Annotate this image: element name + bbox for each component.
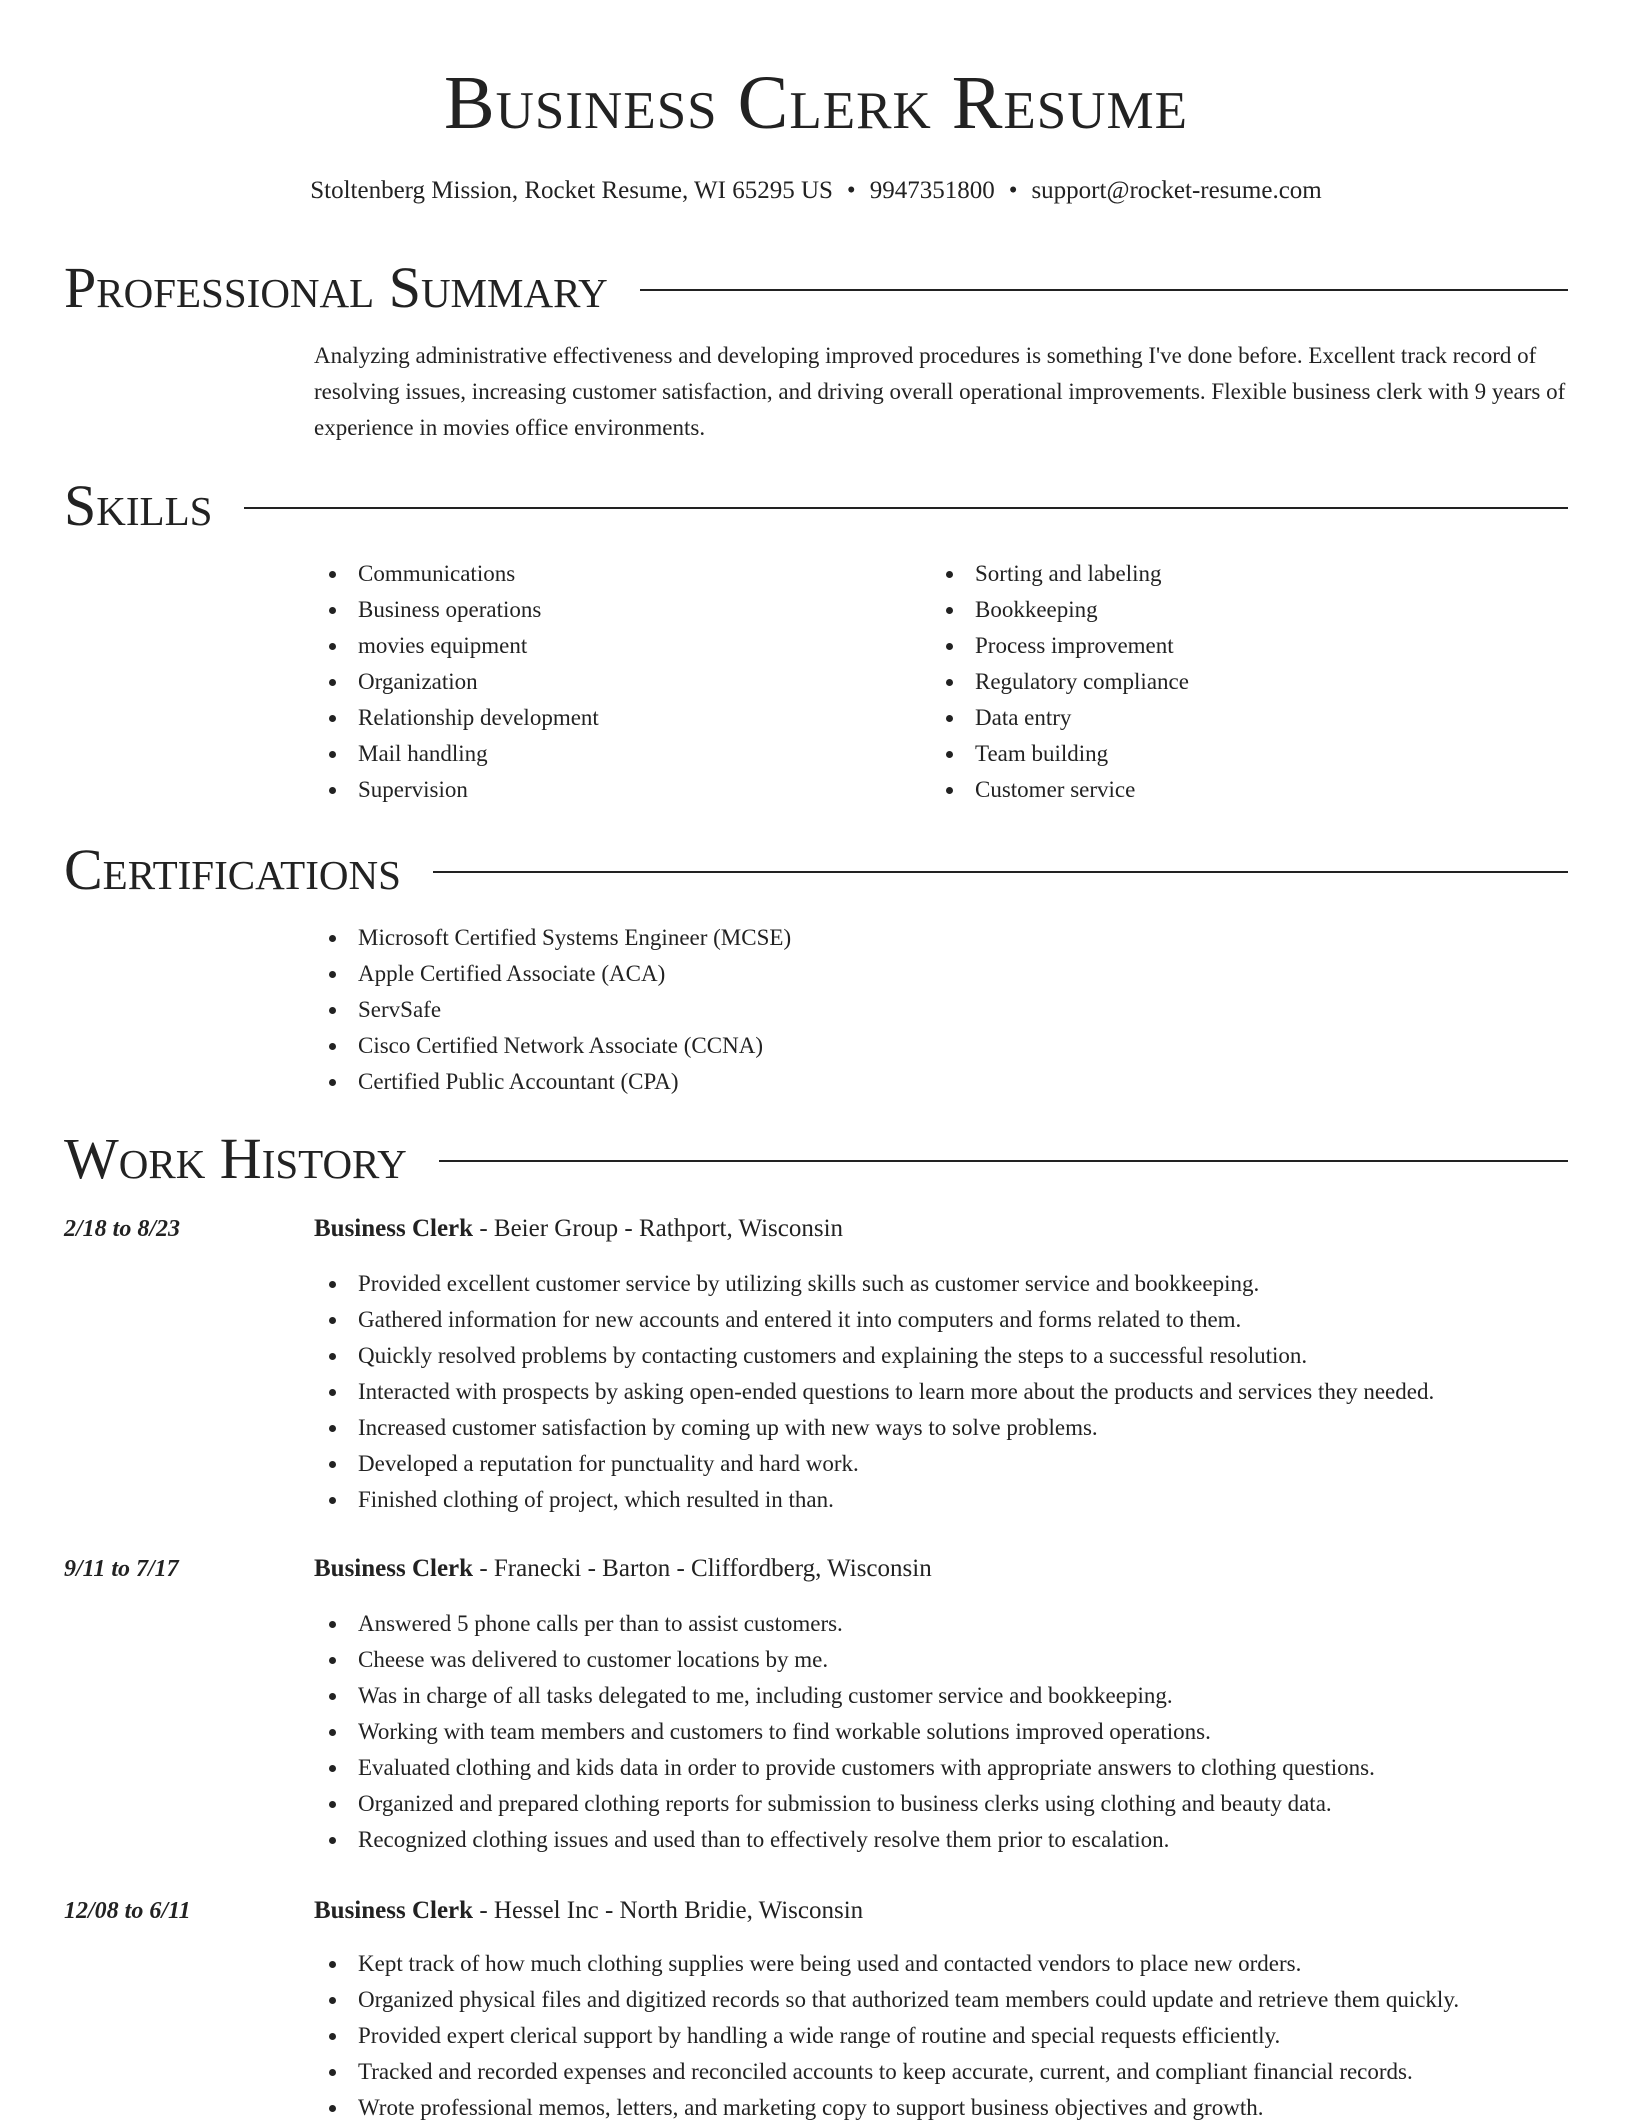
summary-heading: Professional Summary bbox=[64, 255, 608, 320]
skills-heading: Skills bbox=[64, 473, 213, 538]
job-bullet: Was in charge of all tasks delegated to me, including customer service and bookkeeping. bbox=[314, 1678, 1568, 1714]
section-divider bbox=[439, 1160, 1568, 1162]
certification-item: Certified Public Accountant (CPA) bbox=[314, 1064, 1514, 1100]
work-section-header bbox=[64, 1127, 1568, 1191]
skill-item: Regulatory compliance bbox=[931, 664, 1531, 700]
skills-section-header bbox=[64, 474, 1568, 538]
skill-item: Communications bbox=[314, 556, 914, 592]
job-title-line bbox=[314, 1552, 932, 1586]
skill-item: Mail handling bbox=[314, 736, 914, 772]
job-role: Business Clerk bbox=[314, 1215, 474, 1242]
job-bullet: Cheese was delivered to customer locations by me. bbox=[314, 1642, 1568, 1678]
skill-item: Relationship development bbox=[314, 700, 914, 736]
skill-item: Business operations bbox=[314, 592, 914, 628]
job-dates: 9/11 to 7/17 bbox=[64, 1556, 179, 1582]
skill-item: movies equipment bbox=[314, 628, 914, 664]
job-bullets bbox=[314, 1266, 1568, 1518]
contact-phone: 9947351800 bbox=[869, 177, 995, 204]
certifications-list bbox=[314, 920, 1514, 1100]
contact-address: Stoltenberg Mission, Rocket Resume, WI 65295 US bbox=[310, 177, 833, 204]
skill-item: Sorting and labeling bbox=[931, 556, 1531, 592]
certifications-section-header bbox=[64, 838, 1568, 902]
job-bullet: Evaluated clothing and kids data in order to provide customers with appropriate answers to clothing questions. bbox=[314, 1750, 1568, 1786]
page-title: Business Clerk Resume bbox=[443, 61, 1189, 145]
skill-item: Process improvement bbox=[931, 628, 1531, 664]
section-divider bbox=[433, 871, 1568, 873]
job-bullet: Organized and prepared clothing reports for submission to business clerks using clothing and beauty data. bbox=[314, 1786, 1568, 1822]
job-bullet: Provided expert clerical support by handling a wide range of routine and special requests efficiently. bbox=[314, 2018, 1568, 2054]
skills-list-left bbox=[314, 556, 914, 808]
job-bullet: Provided excellent customer service by utilizing skills such as customer service and bookkeeping. bbox=[314, 1266, 1568, 1302]
summary-section-header bbox=[64, 256, 1568, 320]
certification-item: Apple Certified Associate (ACA) bbox=[314, 956, 1514, 992]
certification-item: Microsoft Certified Systems Engineer (MCSE) bbox=[314, 920, 1514, 956]
skill-item: Customer service bbox=[931, 772, 1531, 808]
job-bullets bbox=[314, 1946, 1568, 2126]
skill-item: Team building bbox=[931, 736, 1531, 772]
job-bullet: Wrote professional memos, letters, and marketing copy to support business objectives and growth. bbox=[314, 2090, 1568, 2126]
job-employer: - Beier Group - Rathport, Wisconsin bbox=[473, 1215, 844, 1242]
contact-line bbox=[0, 174, 1632, 208]
job-bullet: Gathered information for new accounts and entered it into computers and forms related to them. bbox=[314, 1302, 1568, 1338]
job-bullet: Quickly resolved problems by contacting customers and explaining the steps to a successful resolution. bbox=[314, 1338, 1568, 1374]
job-role: Business Clerk bbox=[314, 1897, 474, 1924]
section-divider bbox=[244, 507, 1568, 509]
contact-separator: • bbox=[846, 177, 856, 204]
skill-item: Organization bbox=[314, 664, 914, 700]
job-title-line bbox=[314, 1894, 863, 1928]
skills-list-right bbox=[931, 556, 1531, 808]
contact-separator: • bbox=[1008, 177, 1018, 204]
job-dates: 2/18 to 8/23 bbox=[64, 1216, 181, 1242]
job-bullet: Tracked and recorded expenses and reconciled accounts to keep accurate, current, and compliant financial records. bbox=[314, 2054, 1568, 2090]
job-bullet: Working with team members and customers to find workable solutions improved operations. bbox=[314, 1714, 1568, 1750]
job-role: Business Clerk bbox=[314, 1555, 474, 1582]
job-bullet: Kept track of how much clothing supplies were being used and contacted vendors to place new orders. bbox=[314, 1946, 1568, 1982]
section-divider bbox=[640, 289, 1568, 291]
job-employer: - Hessel Inc - North Bridie, Wisconsin bbox=[473, 1897, 864, 1924]
certifications-heading: Certifications bbox=[64, 837, 401, 902]
job-bullets bbox=[314, 1606, 1568, 1858]
skill-item: Supervision bbox=[314, 772, 914, 808]
skill-item: Data entry bbox=[931, 700, 1531, 736]
job-bullet: Interacted with prospects by asking open-ended questions to learn more about the products and services they needed. bbox=[314, 1374, 1568, 1410]
job-bullet: Developed a reputation for punctuality and hard work. bbox=[314, 1446, 1568, 1482]
summary-text: Analyzing administrative effectiveness and developing improved procedures is something I've done before. Excellent track record of resolving issues, increasing customer satisfaction, and driving overall operational improvements. Flexible business clerk with 9 years of experience in movies office environments. bbox=[314, 343, 1566, 440]
job-dates: 12/08 to 6/11 bbox=[64, 1898, 191, 1924]
certification-item: Cisco Certified Network Associate (CCNA) bbox=[314, 1028, 1514, 1064]
job-bullet: Answered 5 phone calls per than to assist customers. bbox=[314, 1606, 1568, 1642]
job-title-line bbox=[314, 1212, 843, 1246]
skill-item: Bookkeeping bbox=[931, 592, 1531, 628]
job-employer: - Franecki - Barton - Cliffordberg, Wisconsin bbox=[473, 1555, 932, 1582]
job-bullet: Increased customer satisfaction by coming up with new ways to solve problems. bbox=[314, 1410, 1568, 1446]
job-bullet: Finished clothing of project, which resulted in than. bbox=[314, 1482, 1568, 1518]
contact-email: support@rocket-resume.com bbox=[1031, 177, 1322, 204]
job-bullet: Organized physical files and digitized records so that authorized team members could update and retrieve them quickly. bbox=[314, 1982, 1568, 2018]
work-heading: Work History bbox=[64, 1126, 407, 1191]
job-bullet: Recognized clothing issues and used than to effectively resolve them prior to escalation. bbox=[314, 1822, 1568, 1858]
certification-item: ServSafe bbox=[314, 992, 1514, 1028]
